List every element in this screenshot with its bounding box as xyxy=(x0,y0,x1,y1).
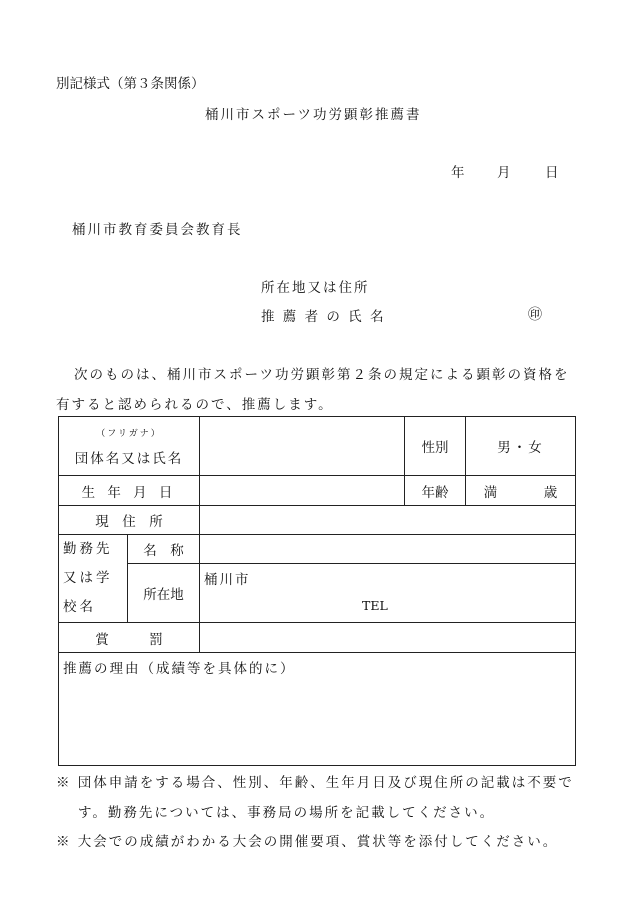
age-suffix: 歳 xyxy=(543,484,558,501)
awards-label: 賞 罰 xyxy=(59,623,200,653)
note-2: ※ 大会での成績がわかる大会の開催要項、賞状等を添付してください。 xyxy=(56,834,559,850)
current-address-field[interactable] xyxy=(200,506,576,535)
date-month-label: 月 xyxy=(497,165,511,181)
intro-line-2: 有すると認められるので、推薦します。 xyxy=(56,397,334,413)
workplace-name-label: 名 称 xyxy=(128,535,200,564)
furigana-label: （フリガナ） xyxy=(96,428,162,439)
age-label: 年齢 xyxy=(405,476,466,506)
awards-field[interactable] xyxy=(200,623,576,653)
age-field[interactable] xyxy=(466,476,576,506)
current-address-label: 現 住 所 xyxy=(59,506,200,535)
form-number-note: 別記様式（第３条関係） xyxy=(56,76,205,92)
page-title: 桶川市スポーツ功労顕彰推薦書 xyxy=(205,107,422,123)
seal-mark: ㊞ xyxy=(528,307,542,323)
sex-options[interactable]: 男・女 xyxy=(466,417,576,476)
date-year-label: 年 xyxy=(451,165,465,181)
addressee: 桶川市教育委員会教育長 xyxy=(72,222,243,238)
recommender-address-label: 所在地又は住所 xyxy=(261,280,370,296)
sex-label: 性別 xyxy=(405,417,466,476)
workplace-label-line-1: 勤務先 xyxy=(63,541,113,557)
workplace-name-field[interactable] xyxy=(200,535,576,564)
date-day-label: 日 xyxy=(545,165,559,181)
group-name-field[interactable] xyxy=(200,417,405,476)
reason-label: 推薦の理由（成績等を具体的に） xyxy=(63,661,296,677)
group-name-label-cell xyxy=(59,417,200,476)
workplace-label-line-2: 又は学 xyxy=(63,570,113,586)
group-or-name-label: 団体名又は氏名 xyxy=(74,450,184,467)
age-prefix: 満 xyxy=(483,484,498,501)
workplace-city: 桶川市 xyxy=(204,572,251,588)
workplace-label-cell xyxy=(59,535,128,623)
reason-field[interactable] xyxy=(59,653,576,766)
note-1-line-1: ※ 団体申請をする場合、性別、年齢、生年月日及び現住所の記載は不要で xyxy=(56,775,574,791)
birthdate-field[interactable] xyxy=(200,476,405,506)
recommender-name-label: 推 薦 者 の 氏 名 xyxy=(261,309,386,325)
note-1-line-2: す。勤務先については、事務局の場所を記載してください。 xyxy=(78,805,496,821)
workplace-location-label: 所在地 xyxy=(128,564,200,623)
intro-line-1: 次のものは、桶川市スポーツ功労顕彰第２条の規定による顕彰の資格を xyxy=(74,367,570,383)
workplace-location-field[interactable] xyxy=(200,564,576,623)
recommendation-form-table xyxy=(58,416,576,766)
workplace-tel-label: TEL xyxy=(362,598,388,613)
birthdate-label: 生 年 月 日 xyxy=(59,476,200,506)
workplace-label-line-3: 校名 xyxy=(63,599,96,615)
